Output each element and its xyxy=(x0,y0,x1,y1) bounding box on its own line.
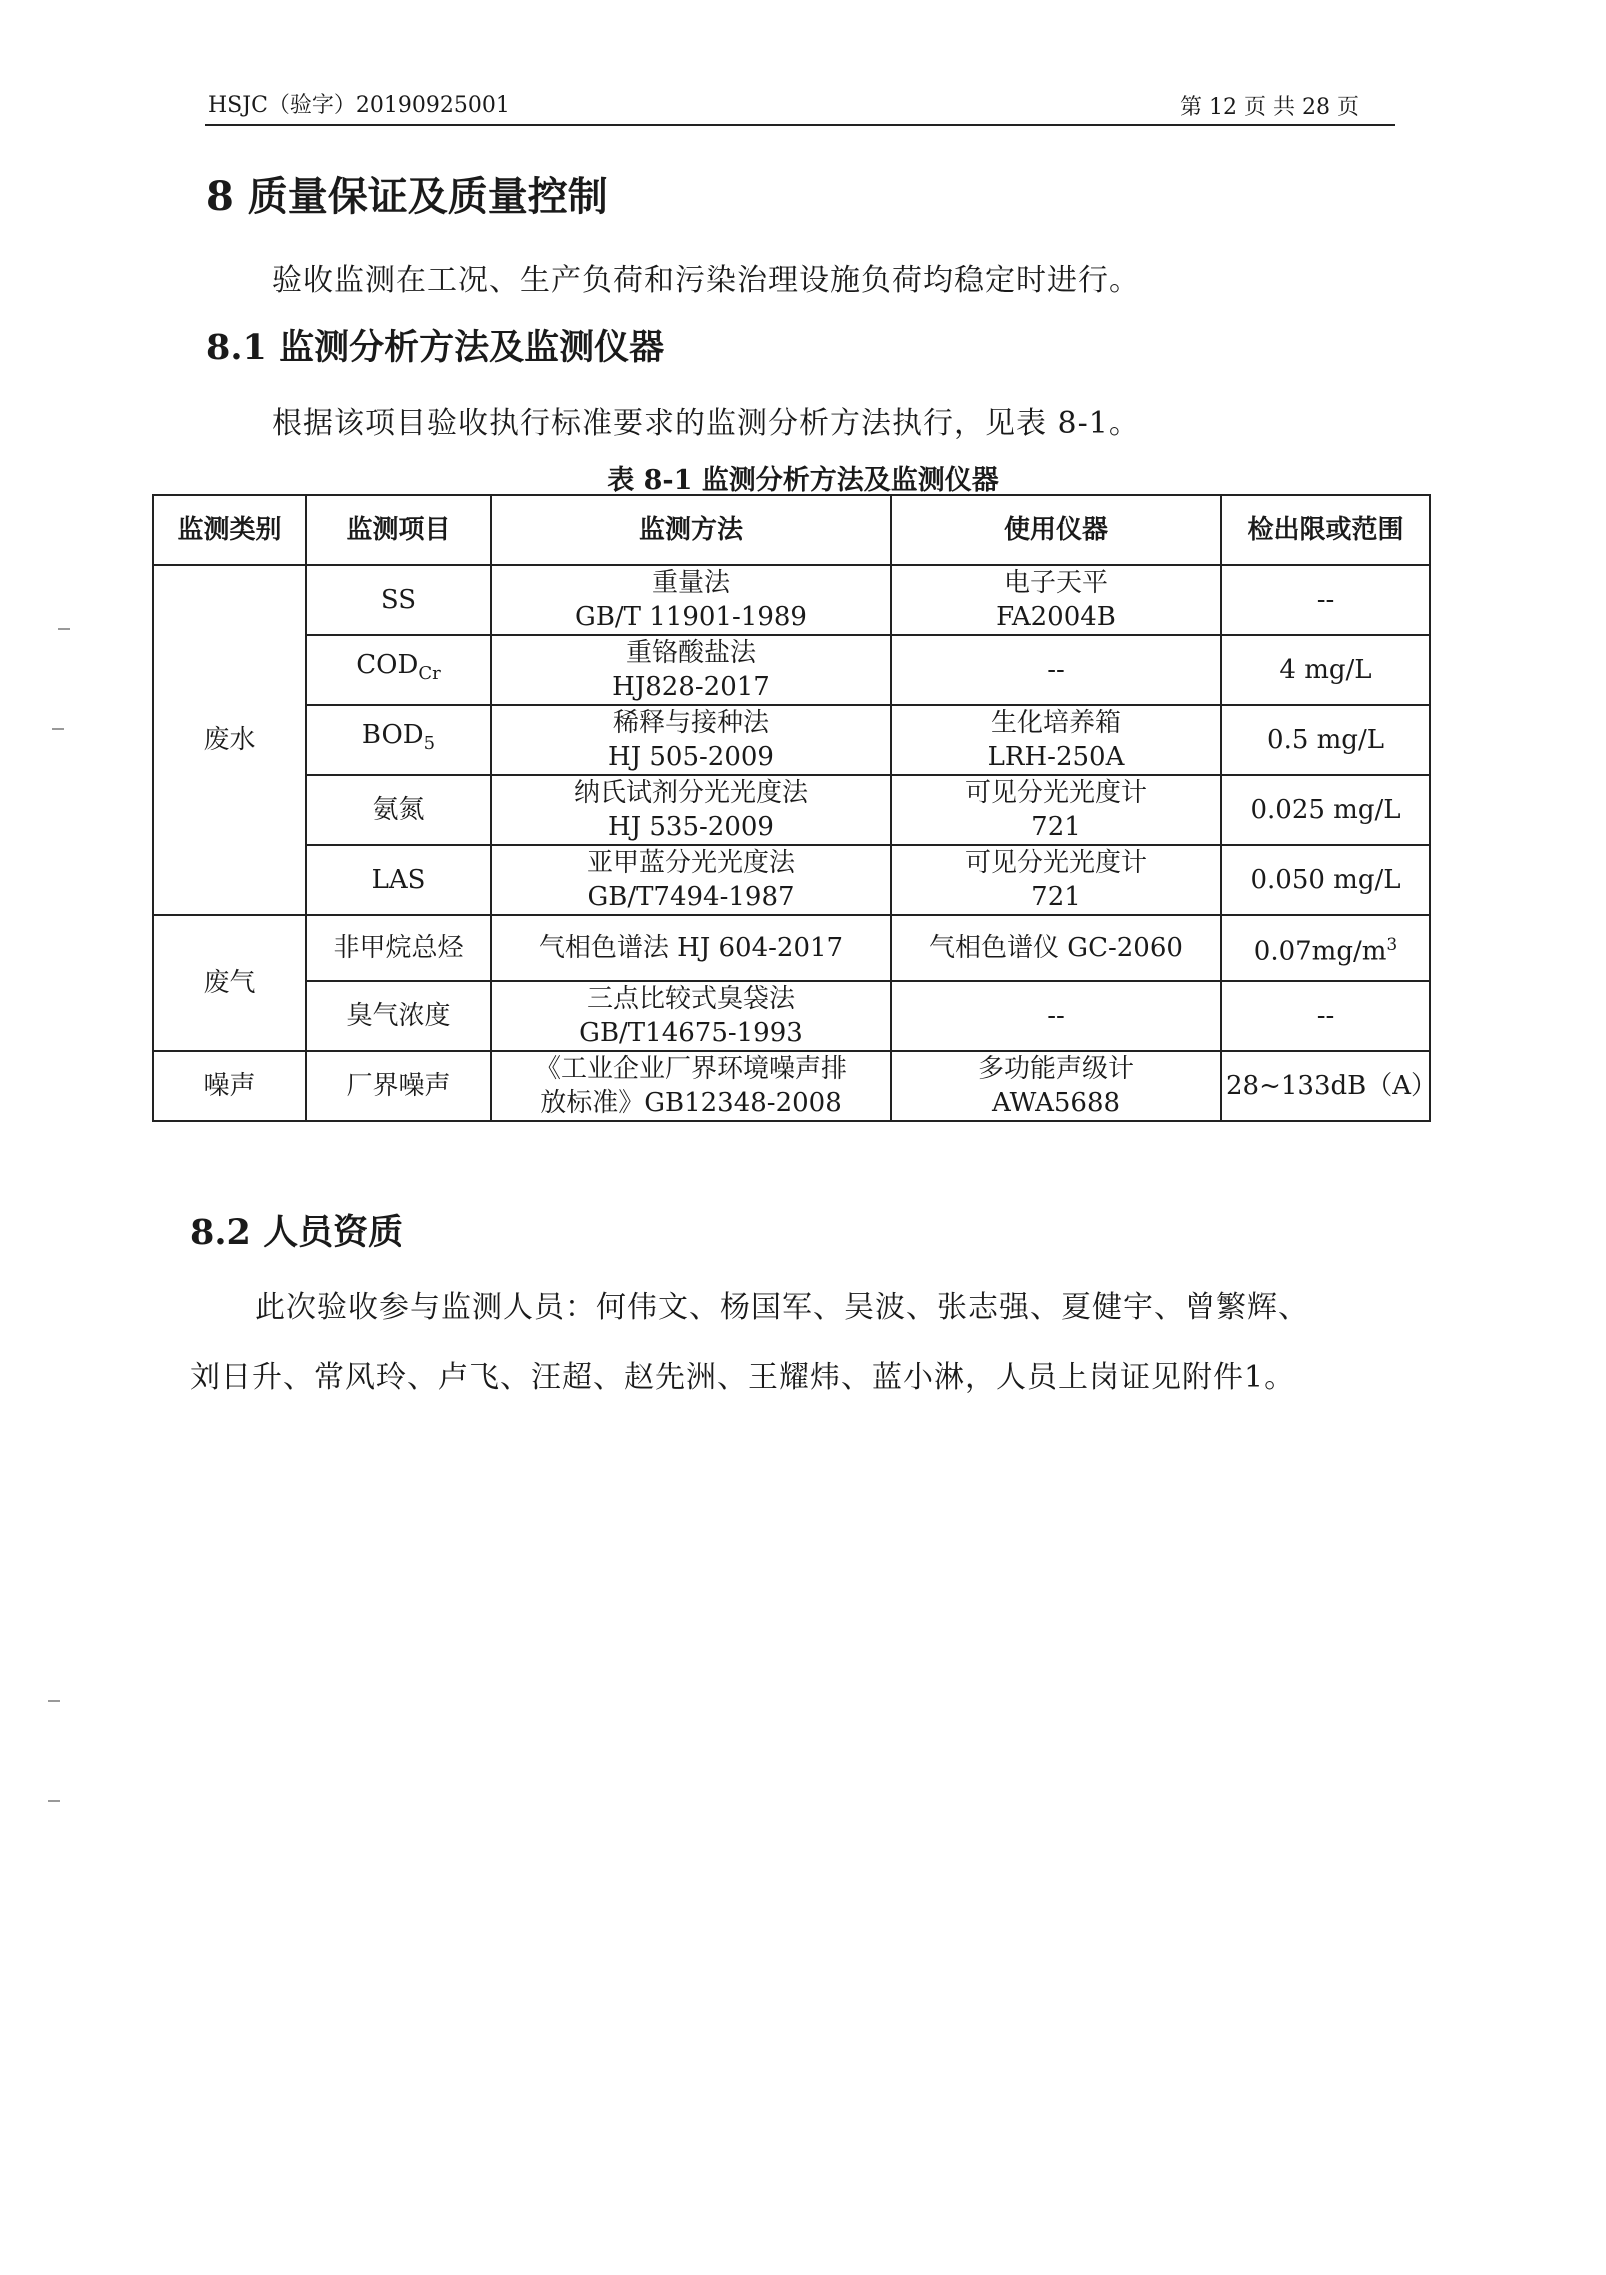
item-cell: $COD_{Cr}$ xyxy=(306,635,491,705)
method-cell: 《工业企业厂界环境噪声排 放标准》GB12348-2008 xyxy=(491,1051,891,1121)
header-limit: 检出限或范围 xyxy=(1221,495,1430,565)
instrument-cell: 气相色谱仪 GC-2060 xyxy=(891,915,1221,981)
section-8-2-title: 8.2 人员资质 xyxy=(190,1212,404,1253)
methods-table xyxy=(152,494,1438,1122)
section-8-1-title: 8.1 监测分析方法及监测仪器 xyxy=(206,327,665,368)
limit-cell: 0.5 mg/L xyxy=(1221,705,1430,775)
method-cell: 纳氏试剂分光光度法 HJ 535-2009 xyxy=(491,775,891,845)
header-item: 监测项目 xyxy=(306,495,491,565)
table-row xyxy=(153,705,1430,775)
limit-cell: 28~133dB（A） xyxy=(1221,1051,1430,1121)
instrument-cell: 可见分光光度计 721 xyxy=(891,775,1221,845)
method-cell: 气相色谱法 HJ 604-2017 xyxy=(491,915,891,981)
table-row xyxy=(153,845,1430,915)
item-cell: 氨氮 xyxy=(306,775,491,845)
personnel-line-2: 刘日升、常风玲、卢飞、汪超、赵先洲、王耀炜、蓝小淋，人员上岗证见附件1。 xyxy=(190,1360,1296,1395)
category-exhaust: 废气 xyxy=(153,915,306,1051)
instrument-cell: 电子天平 FA2004B xyxy=(891,565,1221,635)
category-wastewater: 废水 xyxy=(153,565,306,915)
instrument-cell: 多功能声级计 AWA5688 xyxy=(891,1051,1221,1121)
instrument-cell: 可见分光光度计 721 xyxy=(891,845,1221,915)
table-row xyxy=(153,915,1430,981)
table-caption: 表 8-1 监测分析方法及监测仪器 xyxy=(607,465,999,496)
scan-speck xyxy=(52,728,64,730)
item-cell: 臭气浓度 xyxy=(306,981,491,1051)
limit-cell: 4 mg/L xyxy=(1221,635,1430,705)
instrument-cell: -- xyxy=(891,635,1221,705)
limit-cell: 0.025 mg/L xyxy=(1221,775,1430,845)
table-row xyxy=(153,775,1430,845)
item-cell: LAS xyxy=(306,845,491,915)
report-number: HSJC（验字）20190925001 xyxy=(208,93,510,118)
header-instrument: 使用仪器 xyxy=(891,495,1221,565)
section-8-1-intro: 根据该项目验收执行标准要求的监测分析方法执行，见表 8-1。 xyxy=(272,406,1140,441)
scan-speck xyxy=(48,1800,60,1802)
method-cell: 重铬酸盐法 HJ828-2017 xyxy=(491,635,891,705)
personnel-line-1: 此次验收参与监测人员：何伟文、杨国军、吴波、张志强、夏健宇、曾繁辉、 xyxy=(255,1290,1309,1325)
limit-cell: 0.050 mg/L xyxy=(1221,845,1430,915)
item-cell: 非甲烷总烃 xyxy=(306,915,491,981)
instrument-cell: 生化培养箱 LRH-250A xyxy=(891,705,1221,775)
method-cell: 稀释与接种法 HJ 505-2009 xyxy=(491,705,891,775)
scan-speck xyxy=(58,628,70,630)
table-row xyxy=(153,565,1430,635)
section-8-intro: 验收监测在工况、生产负荷和污染治理设施负荷均稳定时进行。 xyxy=(272,263,1140,298)
table-row xyxy=(153,635,1430,705)
table-header-row xyxy=(153,495,1430,565)
limit-cell: -- xyxy=(1221,565,1430,635)
page-number: 第 12 页 共 28 页 xyxy=(1180,95,1359,120)
item-cell: SS xyxy=(306,565,491,635)
header-category: 监测类别 xyxy=(153,495,306,565)
scan-speck xyxy=(48,1700,60,1702)
header-method: 监测方法 xyxy=(491,495,891,565)
table-row xyxy=(153,1051,1430,1121)
limit-cell: -- xyxy=(1221,981,1430,1051)
method-cell: 亚甲蓝分光光度法 GB/T7494-1987 xyxy=(491,845,891,915)
category-noise: 噪声 xyxy=(153,1051,306,1121)
limit-cell: $0.07mg/m^3$ xyxy=(1221,915,1430,981)
section-8-title: 8 质量保证及质量控制 xyxy=(206,173,608,220)
table-row xyxy=(153,981,1430,1051)
method-cell: 重量法 GB/T 11901-1989 xyxy=(491,565,891,635)
header-divider xyxy=(205,124,1395,126)
method-cell: 三点比较式臭袋法 GB/T14675-1993 xyxy=(491,981,891,1051)
item-cell: 厂界噪声 xyxy=(306,1051,491,1121)
instrument-cell: -- xyxy=(891,981,1221,1051)
item-cell: $BOD_5$ xyxy=(306,705,491,775)
